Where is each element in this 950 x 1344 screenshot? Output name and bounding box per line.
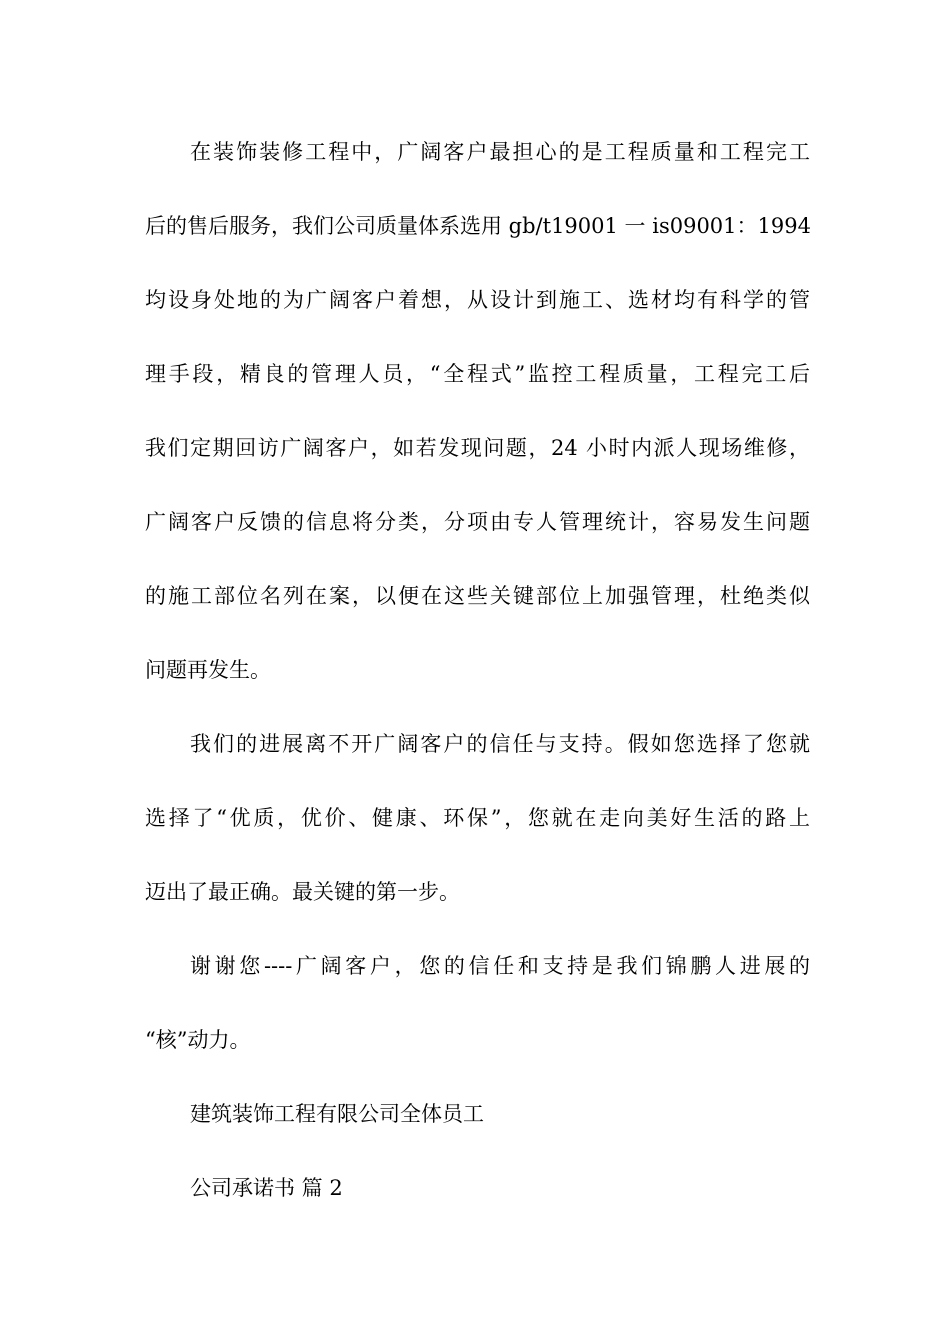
signature-line: 建筑装饰工程有限公司全体员工 xyxy=(190,1102,484,1126)
paragraph-3-line-2: “核”动力。 xyxy=(145,1028,251,1052)
paragraph-1-line-5: 我们定期回访广阔客户，如若发现问题，24 小时内派人现场维修， xyxy=(145,436,810,460)
paragraph-1-line-8: 问题再发生。 xyxy=(145,658,271,682)
paragraph-1-line-2: 后的售后服务，我们公司质量体系选用 gb/t19001 一 is09001：1994 xyxy=(145,214,811,238)
paragraph-2-line-1: 我们的进展离不开广阔客户的信任与支持。假如您选择了您就 xyxy=(190,732,810,756)
paragraph-1-line-4: 理手段，精良的管理人员，“全程式”监控工程质量，工程完工后 xyxy=(145,362,810,386)
paragraph-1-line-1: 在装饰装修工程中，广阔客户最担心的是工程质量和工程完工 xyxy=(190,140,810,164)
paragraph-1-line-7: 的施工部位名列在案，以便在这些关键部位上加强管理，杜绝类似 xyxy=(145,584,810,608)
paragraph-1-line-3: 均设身处地的为广阔客户着想，从设计到施工、选材均有科学的管 xyxy=(145,288,810,312)
paragraph-3-line-1: 谢谢您----广阔客户，您的信任和支持是我们锦鹏人进展的 xyxy=(190,954,810,978)
paragraph-2-line-2: 选择了“优质，优价、健康、环保”，您就在走向美好生活的路上 xyxy=(145,806,810,830)
section-heading: 公司承诺书 篇 2 xyxy=(190,1176,343,1200)
paragraph-2-line-3: 迈出了最正确。最关键的第一步。 xyxy=(145,880,460,904)
paragraph-1-line-6: 广阔客户反馈的信息将分类，分项由专人管理统计，容易发生问题 xyxy=(145,510,810,534)
